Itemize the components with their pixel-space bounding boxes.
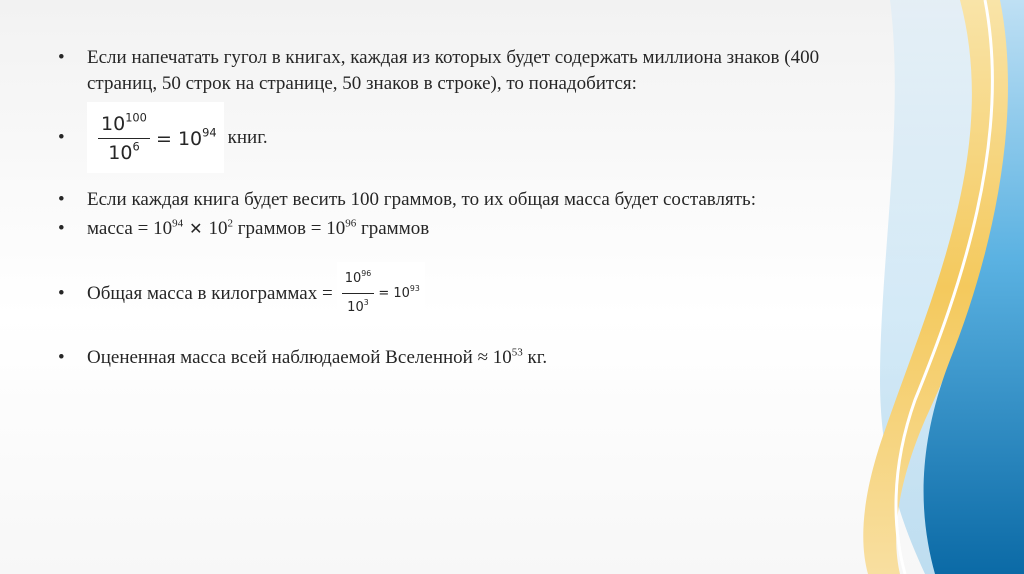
- fraction: $\frac{10^{100}}{10^6}$: [98, 111, 150, 166]
- bullet-book-weight: [58, 187, 878, 213]
- exponent: 53: [511, 346, 523, 359]
- bullet-text: Если каждая книга будет весить 100 граммов, то их общая масса будет составлять:: [87, 189, 756, 210]
- exponent: 96: [345, 217, 357, 230]
- bullet-mass-grams: • масса = $10^{94}$ ✕ $10^2$ граммов = $10^{96}$ граммов: [58, 216, 878, 242]
- bullet-dot: •: [58, 347, 65, 368]
- bullet-dot: •: [58, 218, 65, 239]
- bullet-mass-kilograms: [58, 262, 878, 325]
- bullet-text: Если напечатать гугол в книгах, каждая из которых будет содержать миллиона знаков (400 страниц, 50 строк на странице, 50 знаков в строке), то понадобится:: [87, 47, 820, 94]
- books-unit-label: книг.: [227, 126, 268, 148]
- slide-content: [58, 40, 878, 371]
- bullet-books-formula: [58, 102, 878, 173]
- times-sign: ✕: [189, 219, 203, 238]
- bullet-universe-mass: • Оцененная масса всей наблюдаемой Вселенной ≈ $10^{53}$ кг.: [58, 345, 878, 371]
- bullet-dot: •: [58, 126, 65, 148]
- exponent: 94: [172, 217, 184, 230]
- formula-books: $\frac{10^{100}}{10^6}$ = $10^{94}$: [87, 102, 224, 173]
- bullet-googol-in-books: [58, 45, 878, 97]
- exponent: 2: [227, 217, 233, 230]
- fraction: $\frac{10^{96}}{10^3}$: [342, 266, 374, 321]
- bullet-dot: •: [58, 282, 65, 304]
- formula-kilograms: $\frac{10^{96}}{10^3}$ = $10^{93}$: [337, 262, 425, 325]
- bullet-text: Общая масса в килограммах =: [87, 282, 333, 304]
- bullet-dot: •: [58, 47, 65, 68]
- mass-prefix: масса = 10: [87, 218, 173, 239]
- bullet-dot: •: [58, 189, 65, 210]
